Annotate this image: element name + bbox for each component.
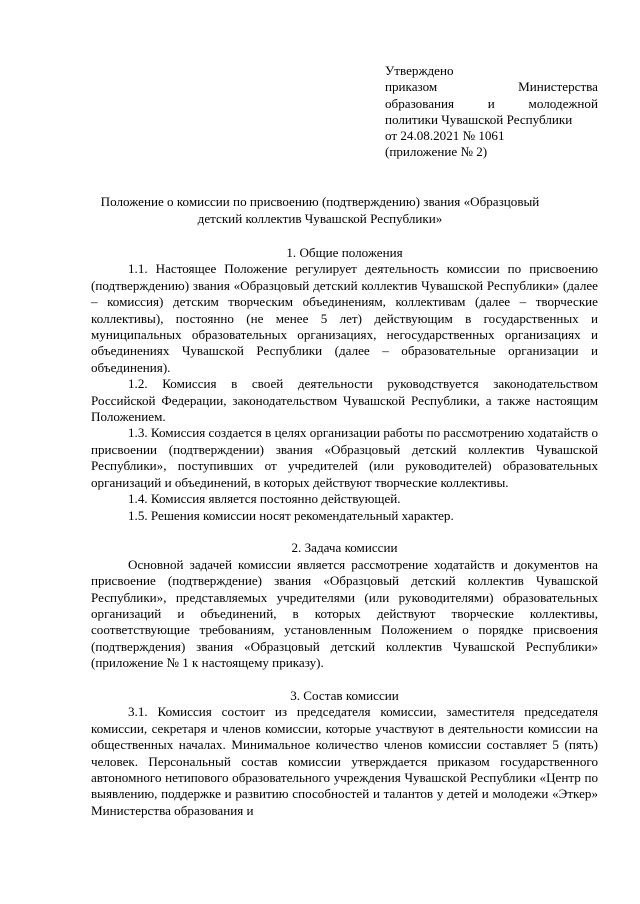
document-body — [91, 245, 598, 819]
section-1-paragraph-5: 1.5. Решения комиссии носят рекомендательный характер. — [128, 507, 454, 523]
section-spacer — [91, 524, 598, 540]
section-1-heading: 1. Общие положения — [286, 245, 403, 260]
approval-line-4: политики Чувашской Республики — [385, 111, 573, 127]
section-spacer — [91, 672, 598, 688]
section-3-heading: 3. Состав комиссии — [290, 687, 399, 703]
section-1-paragraph-1: 1.1. Настоящее Положение регулирует деятельность комиссии по присвоению (подтверждению) звания «Образцовый детский коллектив Чувашской Республики» (далее – комиссия) детским творческим объединениям, коллективам (далее – творческие коллективы), постоянно (не менее 5 лет) действующим в государственных и муниципальных образовательных организациях, негосударственных организациях и объединениях Чувашской Республики (далее – образовательные организации и объединения). — [91, 261, 598, 375]
approval-line-5: от 24.08.2021 № 1061 — [385, 128, 505, 144]
section-1-paragraph-2: 1.2. Комиссия в своей деятельности руководствуется законодательством Российской Федерации, законодательством Чувашской Республики, а также настоящим Положением. — [91, 376, 598, 425]
document-title — [92, 194, 548, 227]
title-line-1: Положение о комиссии по присвоению (подтверждению) звания «Образцовый — [100, 194, 540, 209]
section-1-paragraph-4: 1.4. Комиссия является постоянно действующей. — [128, 491, 401, 507]
section-1-paragraph-3: 1.3. Комиссия создается в целях организации работы по рассмотрению ходатайств о присвоении (подтверждении) звания «Образцовый детский коллектив Чувашской Республики», поступивших от учредителей (или руководителей) образовательных организаций и объединений, в которых действуют творческие коллективы. — [91, 425, 598, 490]
section-2-heading: 2. Задача комиссии — [291, 540, 398, 556]
approval-stamp — [385, 63, 598, 161]
approval-line-2: приказом Министерства — [385, 79, 598, 95]
section-3-paragraph-1: 3.1. Комиссия состоит из председателя комиссии, заместителя председателя комиссии, секретаря и членов комиссии, которые участвуют в деятельности комиссии на общественных началах. Минимальное количество членов комиссии составляет 5 (пять) человек. Персональный состав комиссии утверждается приказом государственного автономного нетипового образовательного учреждения Чувашской Республики «Центр по выявлению, поддержке и развитию способностей и талантов у детей и молодежи «Эткер» Министерства образования и — [91, 704, 598, 818]
approval-line-3: образования и молодежной — [385, 95, 598, 111]
section-2-paragraph-1: Основной задачей комиссии является рассмотрение ходатайств и документов на присвоение (подтверждение) звания «Образцовый детский коллектив Чувашской Республики», представляемых учредителями (или руководителями) образовательных организаций и объединений, в которых действуют творческие коллективы, соответствующие требованиям, установленным Положением о порядке присвоения (подтверждения) звания «Образцовый детский коллектив Чувашской Республики» (приложение № 1 к настоящему приказу). — [91, 556, 598, 671]
approval-line-1: Утверждено — [385, 63, 454, 78]
title-line-2: детский коллектив Чувашской Республики» — [197, 210, 443, 226]
approval-line-6: (приложение № 2) — [385, 144, 488, 160]
